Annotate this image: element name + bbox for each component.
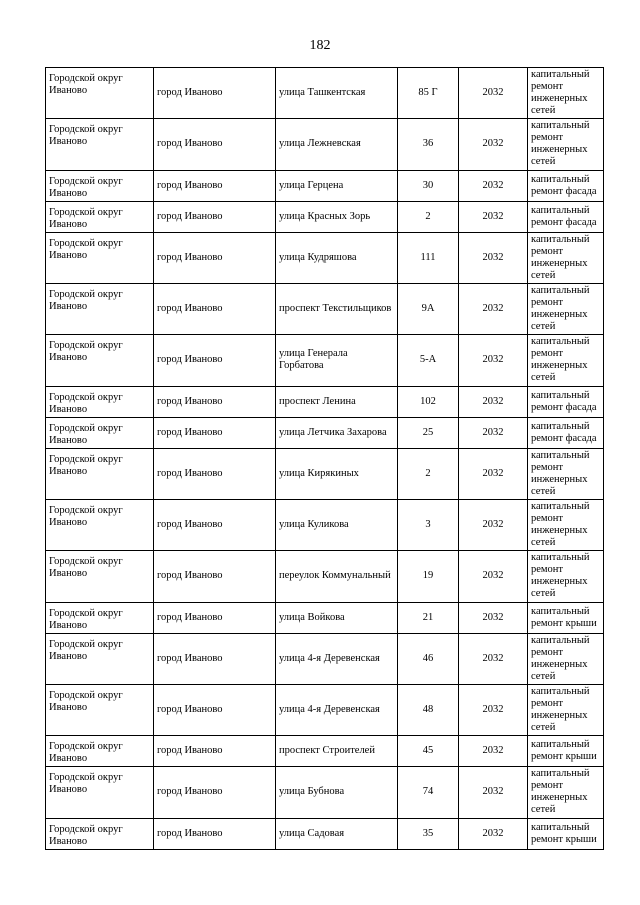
- house-number-cell: 2: [398, 448, 459, 499]
- settlement-cell: город Иваново: [154, 284, 276, 335]
- municipality-cell: Городской округ Иваново: [46, 818, 154, 849]
- settlement-cell: город Иваново: [154, 232, 276, 283]
- house-number-cell: 102: [398, 386, 459, 417]
- settlement-cell: город Иваново: [154, 736, 276, 767]
- street-cell: улица Лежневская: [276, 119, 398, 170]
- year-cell: 2032: [459, 386, 528, 417]
- work-type-cell: капитальный ремонт крыши: [528, 736, 604, 767]
- house-number-cell: 9А: [398, 284, 459, 335]
- table-row: [46, 602, 604, 633]
- house-number-cell: 36: [398, 119, 459, 170]
- work-type-cell: капитальный ремонт инженерных сетей: [528, 284, 604, 335]
- table-body: [46, 68, 604, 850]
- table-row: [46, 500, 604, 551]
- year-cell: 2032: [459, 448, 528, 499]
- settlement-cell: город Иваново: [154, 448, 276, 499]
- street-cell: улица Куликова: [276, 500, 398, 551]
- work-type-cell: капитальный ремонт фасада: [528, 386, 604, 417]
- year-cell: 2032: [459, 232, 528, 283]
- house-number-cell: 46: [398, 633, 459, 684]
- work-type-cell: капитальный ремонт инженерных сетей: [528, 633, 604, 684]
- settlement-cell: город Иваново: [154, 551, 276, 602]
- municipality-cell: Городской округ Иваново: [46, 119, 154, 170]
- street-cell: улица Ташкентская: [276, 68, 398, 119]
- settlement-cell: город Иваново: [154, 633, 276, 684]
- settlement-cell: город Иваново: [154, 500, 276, 551]
- municipality-cell: Городской округ Иваново: [46, 448, 154, 499]
- table-row: [46, 417, 604, 448]
- street-cell: улица Бубнова: [276, 767, 398, 818]
- street-cell: улица Садовая: [276, 818, 398, 849]
- settlement-cell: город Иваново: [154, 170, 276, 201]
- work-type-cell: капитальный ремонт инженерных сетей: [528, 68, 604, 119]
- work-type-cell: капитальный ремонт инженерных сетей: [528, 684, 604, 735]
- street-cell: улица Красных Зорь: [276, 201, 398, 232]
- work-type-cell: капитальный ремонт инженерных сетей: [528, 335, 604, 386]
- table-row: [46, 335, 604, 386]
- work-type-cell: капитальный ремонт инженерных сетей: [528, 551, 604, 602]
- settlement-cell: город Иваново: [154, 684, 276, 735]
- house-number-cell: 5-А: [398, 335, 459, 386]
- street-cell: проспект Ленина: [276, 386, 398, 417]
- table-row: [46, 818, 604, 849]
- street-cell: улица Герцена: [276, 170, 398, 201]
- settlement-cell: город Иваново: [154, 767, 276, 818]
- year-cell: 2032: [459, 119, 528, 170]
- table-row: [46, 232, 604, 283]
- municipality-cell: Городской округ Иваново: [46, 500, 154, 551]
- street-cell: улица Генерала Горбатова: [276, 335, 398, 386]
- municipality-cell: Городской округ Иваново: [46, 201, 154, 232]
- street-cell: переулок Коммунальный: [276, 551, 398, 602]
- street-cell: проспект Текстильщиков: [276, 284, 398, 335]
- settlement-cell: город Иваново: [154, 386, 276, 417]
- settlement-cell: город Иваново: [154, 335, 276, 386]
- repair-schedule-table: [45, 67, 604, 850]
- municipality-cell: Городской округ Иваново: [46, 335, 154, 386]
- settlement-cell: город Иваново: [154, 119, 276, 170]
- street-cell: проспект Строителей: [276, 736, 398, 767]
- municipality-cell: Городской округ Иваново: [46, 551, 154, 602]
- table-row: [46, 767, 604, 818]
- municipality-cell: Городской округ Иваново: [46, 602, 154, 633]
- work-type-cell: капитальный ремонт инженерных сетей: [528, 500, 604, 551]
- year-cell: 2032: [459, 551, 528, 602]
- table-row: [46, 201, 604, 232]
- house-number-cell: 25: [398, 417, 459, 448]
- work-type-cell: капитальный ремонт инженерных сетей: [528, 232, 604, 283]
- municipality-cell: Городской округ Иваново: [46, 170, 154, 201]
- work-type-cell: капитальный ремонт фасада: [528, 170, 604, 201]
- table-row: [46, 448, 604, 499]
- municipality-cell: Городской округ Иваново: [46, 767, 154, 818]
- street-cell: улица Войкова: [276, 602, 398, 633]
- year-cell: 2032: [459, 602, 528, 633]
- municipality-cell: Городской округ Иваново: [46, 386, 154, 417]
- year-cell: 2032: [459, 818, 528, 849]
- settlement-cell: город Иваново: [154, 201, 276, 232]
- work-type-cell: капитальный ремонт инженерных сетей: [528, 448, 604, 499]
- municipality-cell: Городской округ Иваново: [46, 633, 154, 684]
- table-row: [46, 633, 604, 684]
- settlement-cell: город Иваново: [154, 602, 276, 633]
- work-type-cell: капитальный ремонт крыши: [528, 602, 604, 633]
- house-number-cell: 19: [398, 551, 459, 602]
- year-cell: 2032: [459, 417, 528, 448]
- table-row: [46, 551, 604, 602]
- page-number: 182: [309, 38, 331, 53]
- work-type-cell: капитальный ремонт фасада: [528, 417, 604, 448]
- year-cell: 2032: [459, 68, 528, 119]
- year-cell: 2032: [459, 633, 528, 684]
- year-cell: 2032: [459, 736, 528, 767]
- house-number-cell: 3: [398, 500, 459, 551]
- work-type-cell: капитальный ремонт фасада: [528, 201, 604, 232]
- municipality-cell: Городской округ Иваново: [46, 284, 154, 335]
- street-cell: улица Кудряшова: [276, 232, 398, 283]
- work-type-cell: капитальный ремонт крыши: [528, 818, 604, 849]
- settlement-cell: город Иваново: [154, 417, 276, 448]
- house-number-cell: 74: [398, 767, 459, 818]
- house-number-cell: 48: [398, 684, 459, 735]
- municipality-cell: Городской округ Иваново: [46, 417, 154, 448]
- year-cell: 2032: [459, 170, 528, 201]
- table-row: [46, 684, 604, 735]
- house-number-cell: 45: [398, 736, 459, 767]
- work-type-cell: капитальный ремонт инженерных сетей: [528, 767, 604, 818]
- street-cell: улица 4-я Деревенская: [276, 684, 398, 735]
- table-row: [46, 170, 604, 201]
- table-row: [46, 119, 604, 170]
- table-row: [46, 68, 604, 119]
- street-cell: улица Летчика Захарова: [276, 417, 398, 448]
- house-number-cell: 35: [398, 818, 459, 849]
- table-row: [46, 736, 604, 767]
- year-cell: 2032: [459, 684, 528, 735]
- year-cell: 2032: [459, 335, 528, 386]
- house-number-cell: 85 Г: [398, 68, 459, 119]
- settlement-cell: город Иваново: [154, 68, 276, 119]
- street-cell: улица 4-я Деревенская: [276, 633, 398, 684]
- table-row: [46, 386, 604, 417]
- year-cell: 2032: [459, 284, 528, 335]
- street-cell: улица Кирякиных: [276, 448, 398, 499]
- municipality-cell: Городской округ Иваново: [46, 736, 154, 767]
- work-type-cell: капитальный ремонт инженерных сетей: [528, 119, 604, 170]
- house-number-cell: 21: [398, 602, 459, 633]
- year-cell: 2032: [459, 500, 528, 551]
- house-number-cell: 2: [398, 201, 459, 232]
- year-cell: 2032: [459, 201, 528, 232]
- house-number-cell: 30: [398, 170, 459, 201]
- house-number-cell: 111: [398, 232, 459, 283]
- settlement-cell: город Иваново: [154, 818, 276, 849]
- table-row: [46, 284, 604, 335]
- municipality-cell: Городской округ Иваново: [46, 68, 154, 119]
- year-cell: 2032: [459, 767, 528, 818]
- municipality-cell: Городской округ Иваново: [46, 684, 154, 735]
- municipality-cell: Городской округ Иваново: [46, 232, 154, 283]
